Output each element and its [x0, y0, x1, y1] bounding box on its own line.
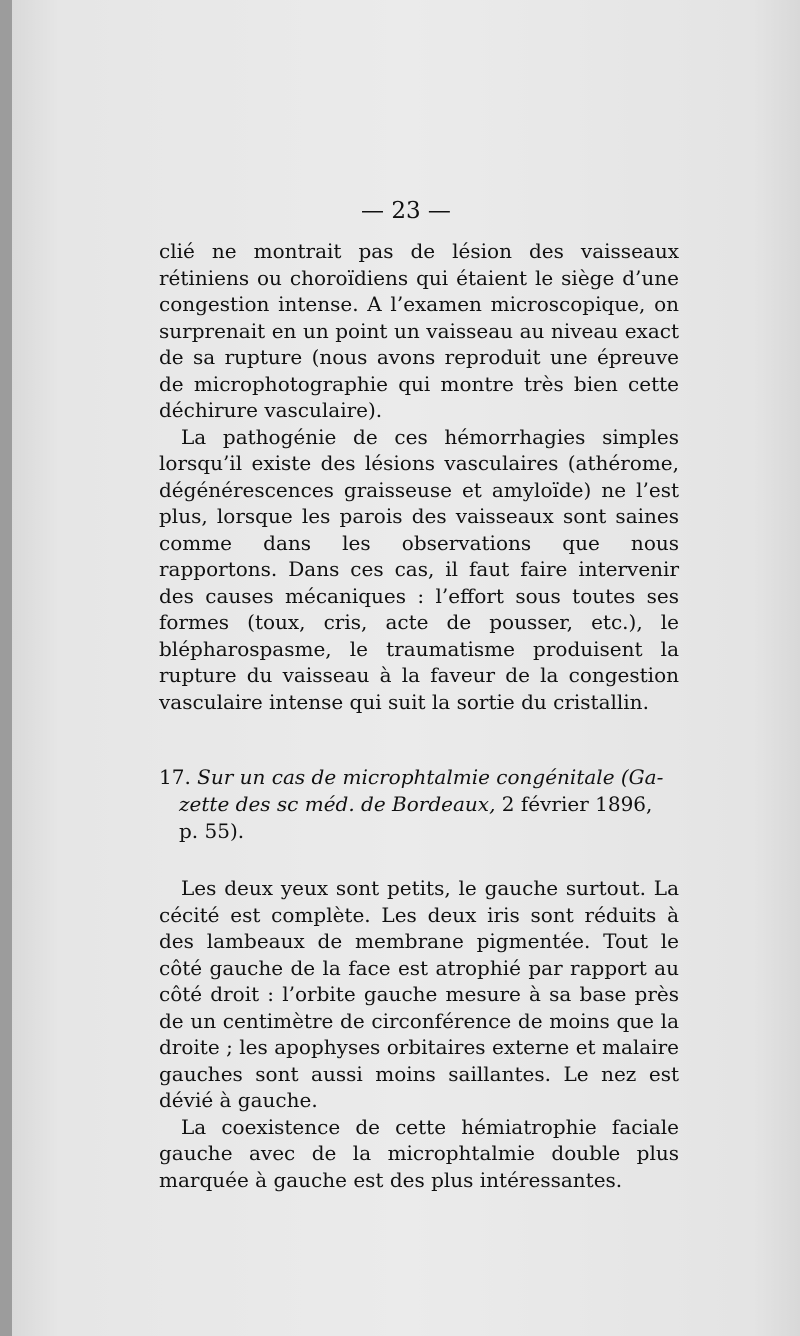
reference-title-part1: Sur un cas de microphtalmie congénitale (Ga-	[197, 765, 664, 789]
paragraph-description: Les deux yeux sont petits, le gauche surtout. La cécité est complète. Les deux iris sont réduits à des lambeaux de membrane pigmentée. Tout le côté gauche de la face est atrophié par rapport au côté droit : l’orbite gauche mesure à sa base près de un centimètre de circonférence de moins que la droite ; les apophyses orbitaires externe et malaire gauches sont aussi moins saillantes. Le nez est dévié à gauche.	[159, 876, 679, 1112]
reference-journal: Bordeaux,	[392, 792, 496, 816]
paragraph-conclusion: La coexistence de cette hémiatrophie faciale gauche avec de la microphtalmie double plus marquée à gauche est des plus intéressantes.	[159, 1114, 679, 1192]
reference-number: 17.	[159, 765, 191, 789]
reference-line-1	[159, 764, 679, 791]
reference-pages: p. 55).	[179, 819, 245, 843]
body-text-top	[159, 238, 679, 715]
paragraph-continuation: clié ne montrait pas de lésion des vaisseaux rétiniens ou choroïdiens qui étaient le siège d’une congestion intense. A l’examen microscopique, on surprenait en un point un vaisseau au niveau exact de sa rupture (nous avons reproduit une épreuve de microphotographie qui montre très bien cette déchirure vasculaire).	[159, 239, 679, 422]
reference-title-part2: zette des sc méd. de	[179, 792, 386, 816]
reference-date: 2 février 1896,	[501, 792, 653, 816]
reference-line-2	[159, 791, 679, 818]
bibliographic-reference	[159, 764, 679, 845]
book-page	[12, 0, 800, 1336]
reference-line-3	[159, 818, 679, 845]
body-text-bottom	[159, 875, 679, 1193]
page-number: — 23 —	[361, 198, 451, 224]
paragraph-pathogenie: La pathogénie de ces hémorrhagies simples lorsqu’il existe des lésions vasculaires (athérome, dégénérescences graisseuse et amyloïde) ne l’est plus, lorsque les parois des vaisseaux sont saines comme dans les observations que nous rapportons. Dans ces cas, il faut faire intervenir des causes mécaniques : l’effort sous toutes ses formes (toux, cris, acte de pousser, etc.), le blépharospasme, le traumatisme produisent la rupture du vaisseau à la faveur de la congestion vasculaire intense qui suit la sortie du cristallin.	[159, 424, 679, 714]
